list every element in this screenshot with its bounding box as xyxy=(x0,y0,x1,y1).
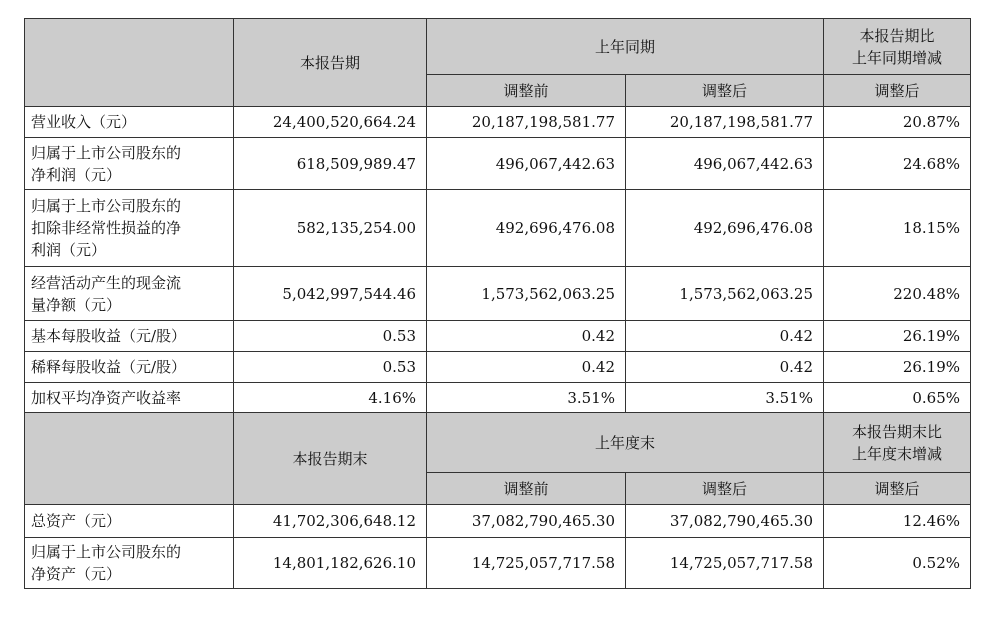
cell-change: 26.19% xyxy=(824,321,971,352)
row-label: 稀释每股收益（元/股） xyxy=(25,352,234,383)
row-label: 营业收入（元） xyxy=(25,107,234,138)
header-blank-cell xyxy=(25,19,234,107)
table-row xyxy=(25,190,971,267)
table-row xyxy=(25,267,971,321)
cell-change: 20.87% xyxy=(824,107,971,138)
cell-current: 0.53 xyxy=(234,321,427,352)
table-row xyxy=(25,138,971,190)
subheader-before: 调整前 xyxy=(427,473,626,505)
cell-current: 24,400,520,664.24 xyxy=(234,107,427,138)
cell-before: 496,067,442.63 xyxy=(427,138,626,190)
cell-change: 12.46% xyxy=(824,505,971,538)
row-label: 加权平均净资产收益率 xyxy=(25,383,234,413)
cell-after: 3.51% xyxy=(626,383,824,413)
header-period-end: 本报告期末 xyxy=(234,413,427,505)
row-label-line1: 归属于上市公司股东的 xyxy=(31,543,182,561)
row-label-line2: 净利润（元） xyxy=(31,165,122,184)
subheader-before: 调整前 xyxy=(427,75,626,107)
cell-current: 618,509,989.47 xyxy=(234,138,427,190)
row-label xyxy=(25,538,234,589)
row-label-line2: 净资产（元） xyxy=(31,565,122,583)
row-label-line1: 归属于上市公司股东的 xyxy=(31,197,182,215)
table-row xyxy=(25,107,971,138)
cell-current: 5,042,997,544.46 xyxy=(234,267,427,321)
row-label-line2: 扣除非经常性损益的净 xyxy=(31,219,182,237)
subheader-change: 调整后 xyxy=(824,473,971,505)
cell-change: 220.48% xyxy=(824,267,971,321)
row-label: 总资产（元） xyxy=(25,505,234,538)
cell-before: 0.42 xyxy=(427,352,626,383)
cell-after: 14,725,057,717.58 xyxy=(626,538,824,589)
cell-after: 0.42 xyxy=(626,352,824,383)
table-row xyxy=(25,321,971,352)
row-label xyxy=(25,138,234,190)
header-change-line1: 本报告期比 xyxy=(859,26,935,45)
cell-current: 41,702,306,648.12 xyxy=(234,505,427,538)
table-row xyxy=(25,352,971,383)
cell-current: 0.53 xyxy=(234,352,427,383)
cell-before: 1,573,562,063.25 xyxy=(427,267,626,321)
header-change xyxy=(824,19,971,75)
cell-change: 26.19% xyxy=(824,352,971,383)
cell-before: 20,187,198,581.77 xyxy=(427,107,626,138)
row-label-line2: 量净额（元） xyxy=(31,295,122,314)
cell-current: 14,801,182,626.10 xyxy=(234,538,427,589)
cell-before: 3.51% xyxy=(427,383,626,413)
subheader-change: 调整后 xyxy=(824,75,971,107)
header-current-period: 本报告期 xyxy=(234,19,427,107)
table-row xyxy=(25,538,971,589)
cell-change: 0.52% xyxy=(824,538,971,589)
header-change-line1: 本报告期末比 xyxy=(852,422,943,441)
cell-after: 0.42 xyxy=(626,321,824,352)
row-label-line1: 经营活动产生的现金流 xyxy=(31,273,182,292)
section2-header-row xyxy=(25,413,971,473)
cell-change: 24.68% xyxy=(824,138,971,190)
cell-current: 582,135,254.00 xyxy=(234,190,427,267)
cell-after: 492,696,476.08 xyxy=(626,190,824,267)
cell-change: 0.65% xyxy=(824,383,971,413)
row-label xyxy=(25,267,234,321)
row-label xyxy=(25,190,234,267)
cell-current: 4.16% xyxy=(234,383,427,413)
header-blank-cell xyxy=(25,413,234,505)
row-label: 基本每股收益（元/股） xyxy=(25,321,234,352)
header-prior-year-end: 上年度末 xyxy=(427,413,824,473)
financial-summary-table xyxy=(24,18,971,589)
cell-after: 1,573,562,063.25 xyxy=(626,267,824,321)
table-row xyxy=(25,383,971,413)
header-prior-period: 上年同期 xyxy=(427,19,824,75)
cell-before: 0.42 xyxy=(427,321,626,352)
header-change xyxy=(824,413,971,473)
row-label-line3: 利润（元） xyxy=(31,241,107,259)
header-change-line2: 上年同期增减 xyxy=(852,48,943,67)
subheader-after: 调整后 xyxy=(626,473,824,505)
cell-change: 18.15% xyxy=(824,190,971,267)
subheader-after: 调整后 xyxy=(626,75,824,107)
row-label-line1: 归属于上市公司股东的 xyxy=(31,143,182,162)
cell-after: 496,067,442.63 xyxy=(626,138,824,190)
section1-header-row xyxy=(25,19,971,75)
cell-before: 37,082,790,465.30 xyxy=(427,505,626,538)
cell-before: 14,725,057,717.58 xyxy=(427,538,626,589)
header-change-line2: 上年度末增减 xyxy=(852,444,943,463)
cell-after: 20,187,198,581.77 xyxy=(626,107,824,138)
cell-after: 37,082,790,465.30 xyxy=(626,505,824,538)
table-row xyxy=(25,505,971,538)
cell-before: 492,696,476.08 xyxy=(427,190,626,267)
